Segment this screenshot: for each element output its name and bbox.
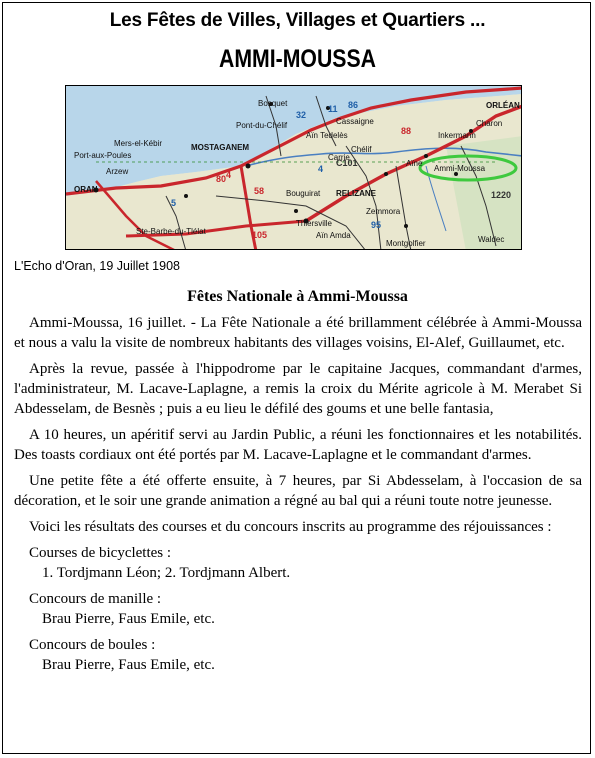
result-line-manille: Brau Pierre, Faus Emile, etc.: [42, 611, 215, 627]
result-line-bicycle: 1. Tordjmann Léon; 2. Tordjmann Albert.: [42, 565, 291, 581]
map-label-carrie: Carrie: [328, 153, 350, 162]
result-heading-manille: Concours de manille :: [29, 591, 162, 607]
map-label-cassaigne: Cassaigne: [336, 117, 374, 126]
road-number-1220: 1220: [491, 190, 512, 200]
map-label-inkermann: Inkermann: [438, 131, 476, 140]
map-label-pont-du-chelif: Pont-du-Chélif: [236, 121, 288, 130]
map-label-mers-el-kebir: Mers-el-Kébir: [114, 139, 163, 148]
map-label-bouguirat: Bouguirat: [286, 189, 321, 198]
map-label-waldec: Waldec: [478, 235, 505, 244]
road-number-5: 5: [171, 198, 177, 208]
map-label-thiersville: Thiersville: [296, 219, 333, 228]
road-number-105: 105: [252, 230, 268, 240]
result-heading-boules: Concours de boules :: [29, 637, 156, 653]
map-label-oran: ORAN: [74, 185, 98, 194]
map-label-charon: Charon: [476, 119, 503, 128]
map-label-chelif: Chélif: [351, 145, 372, 154]
region-map: [65, 85, 522, 250]
road-number-c101: C101: [336, 158, 358, 168]
map-label-zemmora: Zemmora: [366, 207, 401, 216]
map-label-aine: Aïne: [406, 159, 423, 168]
road-number-80: 80: [216, 174, 227, 184]
map-label-montgolfier: Montgolfier: [386, 239, 426, 248]
paragraph-4: Une petite fête a été offerte ensuite, à 7 heures, par Si Abdesselam, à l'occasion de sa décoration, et le soir une grande animation a régné au bal qui a réuni toute notre jeunesse.: [14, 473, 582, 509]
map-label-bosquet: Bosquet: [258, 99, 288, 108]
road-number-32: 32: [296, 110, 307, 120]
paragraph-2: Après la revue, passée à l'hippodrome par le capitaine Jacques, commandant d'armes, l'administrateur, M. Lacave-Laplagne, a remis la croix du Mérite agricole à M. Merabet Si Abdesselam, de Besnès ; puis a eu lieu le défilé des goums et une belle fantasia,: [14, 361, 582, 417]
road-number-95: 95: [371, 220, 382, 230]
article-body: [14, 313, 582, 681]
map-label-relizane: RELIZANE: [336, 189, 376, 198]
map-label-arzew: Arzew: [106, 167, 129, 176]
map-label-orleans: ORLÉAN: [486, 101, 520, 110]
map-label-ain-tedeles: Aïn Tedelès: [306, 131, 348, 140]
map-label-ste-barbe: Ste-Barbe-du-Tlélat: [136, 227, 206, 236]
map-label-ammi-moussa: Ammi-Moussa: [434, 164, 486, 173]
map-label-port-aux-poules: Port-aux-Poules: [74, 151, 132, 160]
paragraph-1: Ammi-Moussa, 16 juillet. - La Fête Nationale a été brillamment célébrée à Ammi-Moussa et nous a valu la visite de nombreux habitants des villages voisins, El-Alef, Guillaumet, etc.: [14, 315, 582, 351]
town-title: AMMI-MOUSSA: [218, 45, 377, 73]
result-heading-bicycle: Courses de bicyclettes :: [29, 545, 172, 561]
road-number-11: 11: [328, 104, 338, 114]
map-graphic: [66, 86, 522, 250]
road-number-4: 4: [226, 170, 232, 180]
road-number-86: 86: [348, 100, 359, 110]
article-title: Fêtes Nationale à Ammi-Moussa: [187, 288, 408, 305]
series-title: Les Fêtes de Villes, Villages et Quartiers ...: [109, 10, 486, 31]
source-caption: L'Echo d'Oran, 19 Juillet 1908: [14, 259, 180, 273]
paragraph-5: Voici les résultats des courses et du concours inscrits au programme des réjouissances :: [29, 519, 552, 535]
map-label-mostaganem: MOSTAGANEM: [191, 143, 250, 152]
road-number-4b: 4: [318, 164, 324, 174]
road-number-88: 88: [401, 126, 412, 136]
result-line-boules: Brau Pierre, Faus Emile, etc.: [42, 657, 215, 673]
road-number-58: 58: [254, 186, 265, 196]
paragraph-3: A 10 heures, un apéritif servi au Jardin Public, a réuni les fonctionnaires et les notabilités. Des toasts cordiaux ont été portés par M. Lacave-Laplagne et le commandant d'armes.: [14, 427, 582, 463]
map-label-ain-amda: Aïn Amda: [316, 231, 351, 240]
